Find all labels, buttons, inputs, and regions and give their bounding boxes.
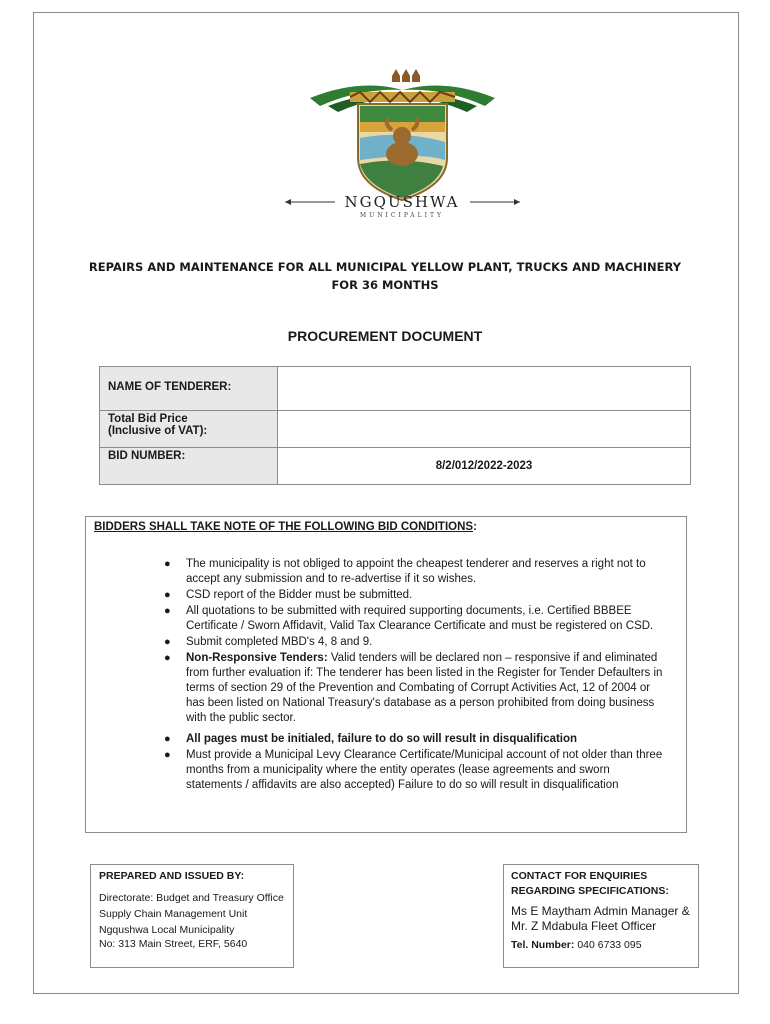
condition-text: Submit completed MBD's 4, 8 and 9. [186, 636, 373, 648]
tender-info-table [99, 366, 691, 485]
bullet-icon: ● [164, 589, 171, 601]
bid-conditions-box [85, 516, 687, 833]
bullet-icon: ● [164, 733, 171, 745]
title-line-2: FOR 36 MONTHS [331, 278, 439, 292]
bid-number-value: 8/2/012/2022-2023 [278, 448, 691, 485]
title-line-1: REPAIRS AND MAINTENANCE FOR ALL MUNICIPAL YELLOW PLANT, TRUCKS AND MACHINERY [88, 260, 682, 274]
prepared-by-directorate: Directorate: Budget and Treasury Office [99, 892, 284, 904]
contact-phone-value[interactable]: 040 6733 095 [574, 939, 642, 951]
bullet-icon: ● [164, 558, 171, 570]
bid-number-label-text: BID NUMBER: [108, 450, 186, 462]
condition-text: The municipality is not obliged to appoint the cheapest tenderer and reserves a right not to accept any submission and to re-advertise if it so wishes. [186, 558, 646, 585]
contact-phone [511, 938, 691, 953]
bid-conditions-heading-text: BIDDERS SHALL TAKE NOTE OF THE FOLLOWING BID CONDITIONS [94, 521, 474, 533]
bullet-icon: ● [164, 749, 171, 761]
prepared-by-address: No: 313 Main Street, ERF, 5640 [99, 938, 248, 950]
bullet-icon: ● [164, 636, 171, 648]
condition-bold-text: All pages must be initialed, failure to do so will result in disqualification [186, 733, 578, 745]
prepared-by-heading: PREPARED AND ISSUED BY: [99, 870, 245, 882]
tenderer-name-label-text: NAME OF TENDERER: [108, 381, 232, 393]
condition-text: Must provide a Municipal Levy Clearance Certificate/Municipal account of not older than three months from a municipality where the entity operates (lease agreements and sworn statements / affidavits are also accepted) Failure to do so will result in disqualification [186, 749, 663, 791]
tenderer-name-field[interactable] [278, 367, 691, 411]
svg-text:MUNICIPALITY: MUNICIPALITY [360, 212, 444, 218]
list-item [164, 748, 669, 793]
price-label-line-1: Total Bid Price [108, 413, 188, 425]
total-bid-price-label [100, 411, 278, 448]
list-item [164, 588, 669, 603]
list-item [164, 732, 669, 747]
total-bid-price-field[interactable] [278, 411, 691, 448]
prepared-by-box [90, 864, 294, 968]
price-label-line-2: (Inclusive of VAT): [108, 425, 208, 437]
bid-conditions-heading [94, 521, 477, 533]
svg-text:NGQUSHWA: NGQUSHWA [344, 193, 460, 211]
bullet-icon: ● [164, 605, 171, 617]
ngqushwa-crest-logo [280, 68, 525, 218]
prepared-by-municipality: Ngqushwa Local Municipality [99, 924, 235, 936]
list-item [164, 651, 669, 726]
contact-box [503, 864, 699, 968]
document-subtitle: PROCUREMENT DOCUMENT [287, 328, 483, 344]
condition-text: CSD report of the Bidder must be submitted. [186, 589, 413, 601]
bid-number-label [100, 448, 278, 485]
list-item [164, 604, 669, 634]
condition-text: All quotations to be submitted with required supporting documents, i.e. Certified BBBEE Certificate / Sworn Affidavit, Valid Tax Clearance Certificate and must be registered on CSD. [186, 605, 654, 632]
prepared-by-unit: Supply Chain Management Unit [99, 908, 248, 920]
list-item [164, 635, 669, 650]
condition-text: Valid tenders will be declared non – responsive if and eliminated from further evaluation if: The tenderer has been listed in the Register for Tender Defaulters in terms of section 29 of the Prevention and Combating of Corrupt Activities Act, 12 of 2004 or has been listed on National Treasury's database as a person prohibited from doing business with the public sector. [186, 652, 663, 724]
bid-conditions-heading-colon: : [473, 521, 477, 533]
contact-names: Ms E Maytham Admin Manager & Mr. Z Mdabula Fleet Officer [511, 904, 690, 933]
condition-bold-text: Non-Responsive Tenders: [186, 652, 328, 664]
bid-conditions-list [164, 557, 669, 794]
contact-heading-2: REGARDING SPECIFICATIONS: [511, 885, 669, 897]
contact-heading-1: CONTACT FOR ENQUIRIES [511, 870, 648, 882]
bullet-icon: ● [164, 652, 171, 664]
tenderer-name-label [100, 367, 278, 411]
contact-phone-label: Tel. Number: [511, 939, 575, 951]
list-item [164, 557, 669, 587]
document-title [60, 258, 710, 294]
